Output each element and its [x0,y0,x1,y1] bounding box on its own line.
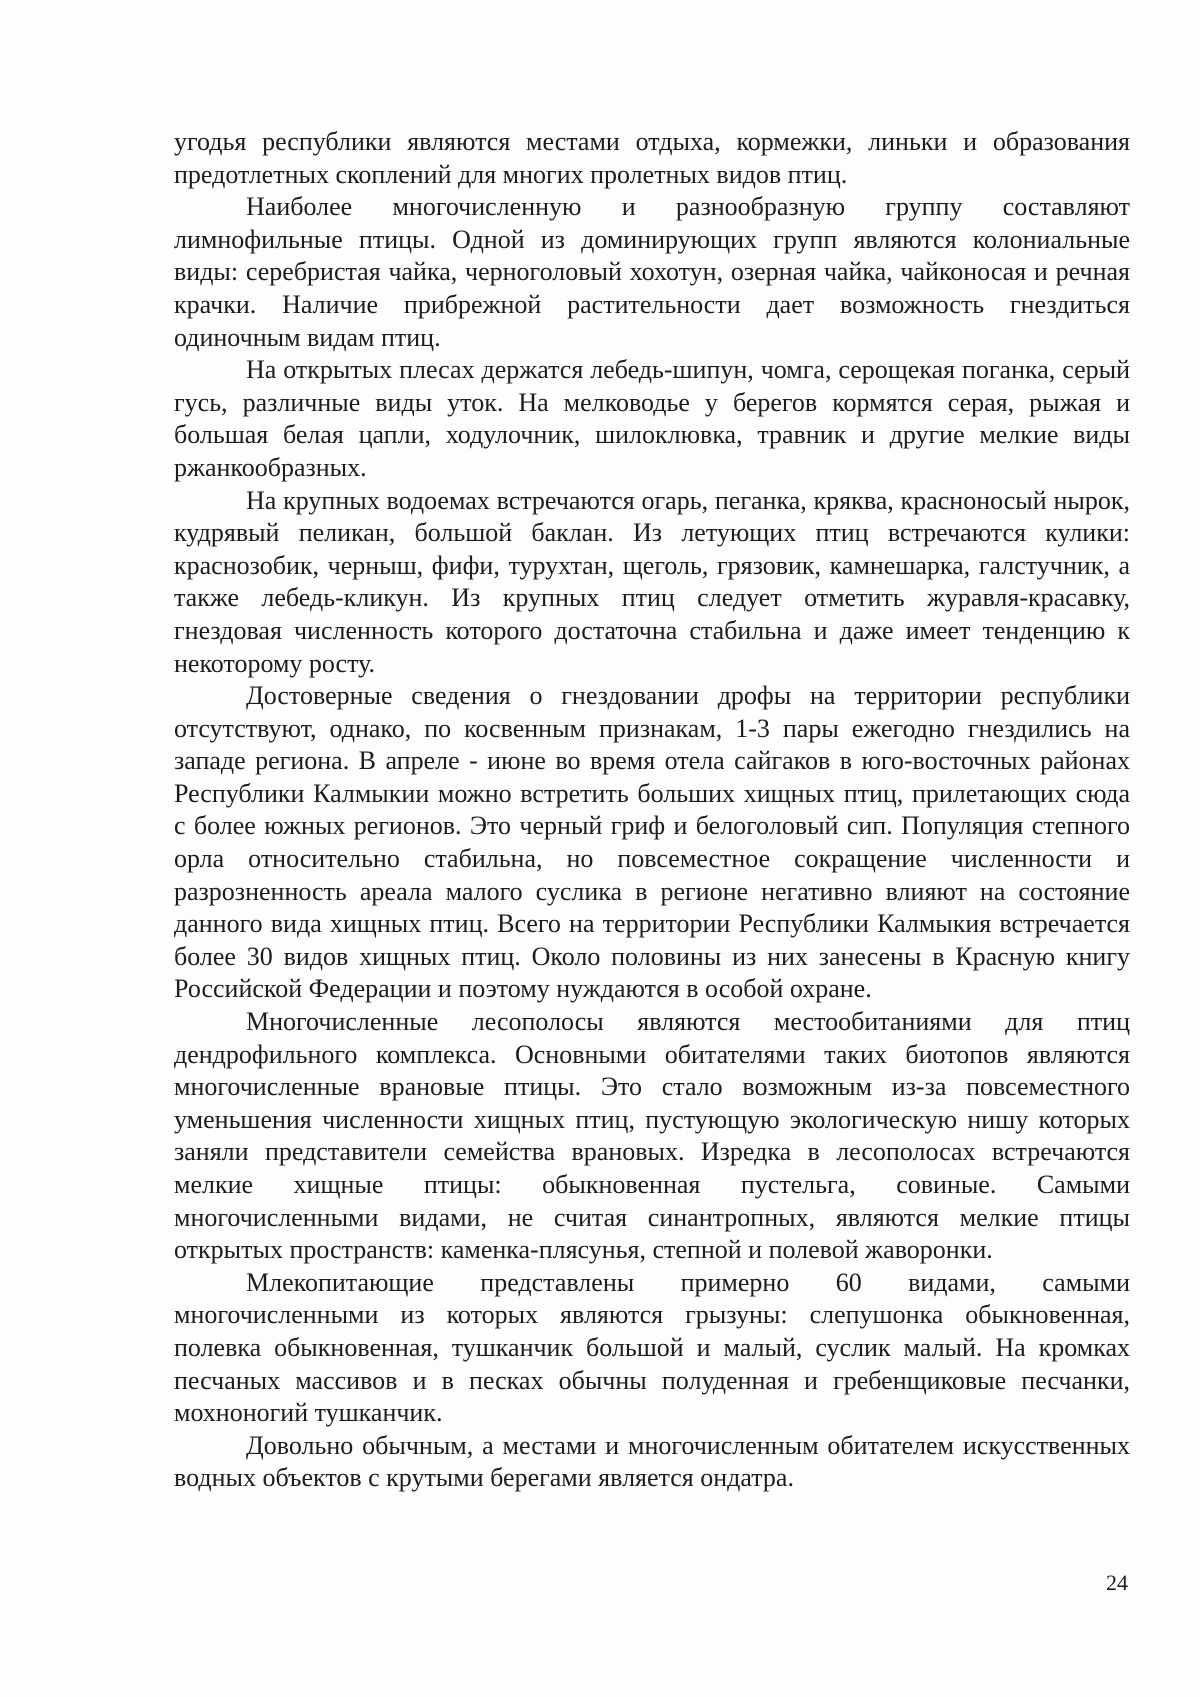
paragraph-3: На открытых плесах держатся лебедь-шипун, чомга, серощекая поганка, серый гусь, различные виды уток. На мелководье у берегов кормятся серая, рыжая и большая белая цапли, ходулочник, шилоклювка, травник и другие мелкие виды ржанкообразных. [174,355,1130,482]
paragraph-6: Многочисленные лесополосы являются местообитаниями для птиц дендрофильного комплекса. Основными обитателями таких биотопов являются многочисленные врановые птицы. Это стало возможным из-за повсеместного уменьшения численности хищных птиц, пустующую экологическую нишу которых заняли представители семейства врановых. Изредка в лесополосах встречаются мелкие хищные птицы: обыкновенная пустельга, совиные. Самыми многочисленными видами, не считая синантропных, являются мелкие птицы открытых пространств: каменка-плясунья, степной и полевой жаворонки. [174,1007,1130,1265]
page-number: 24 [1106,1570,1128,1595]
paragraph-8: Довольно обычным, а местами и многочисленным обитателем искусственных водных объектов с крутыми берегами является ондатра. [174,1430,1130,1493]
paragraph-1: угодья республики являются местами отдыха, кормежки, линьки и образования предотлетных скоплений для многих пролетных видов птиц. [174,127,1130,189]
paragraph-4: На крупных водоемах встречаются огарь, пеганка, кряква, красноносый нырок, кудрявый пеликан, большой баклан. Из летующих птиц встречаются кулики: краснозобик, черныш, фифи, турухтан, щеголь, грязовик, камнешарка, галстучник, а также лебедь-кликун. Из крупных птиц следует отметить журавля-красавку, гнездовая численность которого достаточна стабильна и даже имеет тенденцию к некоторому росту. [174,485,1130,678]
paragraph-2: Наиболее многочисленную и разнообразную группу составляют лимнофильные птицы. Одной из доминирующих групп являются колониальные виды: серебристая чайка, черноголовый хохотун, озерная чайка, чайконосая и речная крачки. Наличие прибрежной растительности дает возможность гнездиться одиночным видам птиц. [174,192,1130,352]
document-body [174,126,1130,1495]
paragraph-7: Млекопитающие представлены примерно 60 видами, самыми многочисленными из которых являются грызуны: слепушонка обыкновенная, полевка обыкновенная, тушканчик большой и малый, суслик малый. На кромках песчаных массивов и в песках обычны полуденная и гребенщиковые песчанки, мохноногий тушканчик. [174,1267,1130,1428]
paragraph-5: Достоверные сведения о гнездовании дрофы на территории республики отсутствуют, однако, по косвенным признакам, 1-3 пары ежегодно гнездились на западе региона. В апреле - июне во время отела сайгаков в юго-восточных районах Республики Калмыкии можно встретить больших хищных птиц, прилетающих сюда с более южных регионов. Это черный гриф и белоголовый сип. Популяция степного орла относительно стабильна, но повсеместное сокращение численности и разрозненность ареала малого суслика в регионе негативно влияют на состояние данного вида хищных птиц. Всего на территории Республики Калмыкия встречается более 30 видов хищных птиц. Около половины из них занесены в Красную книгу Российской Федерации и поэтому нуждаются в особой охране. [174,681,1130,1004]
